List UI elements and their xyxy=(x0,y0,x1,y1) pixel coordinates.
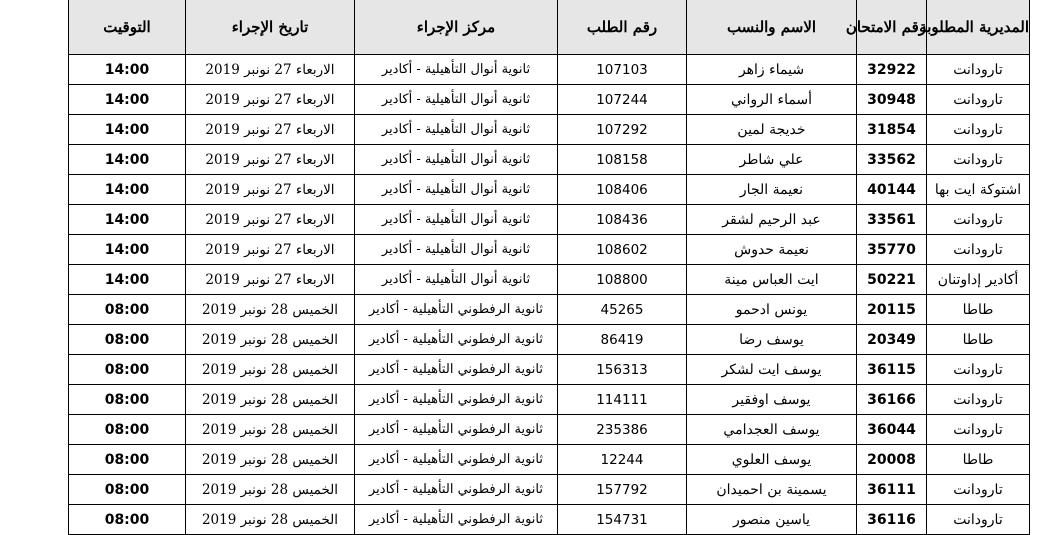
table-row xyxy=(69,415,1030,445)
cell-exam-number: 35770 xyxy=(857,235,927,265)
cell-request-number: 107292 xyxy=(558,115,687,145)
header-exam-number: رقم الامتحان xyxy=(857,0,927,55)
cell-exam-number: 33561 xyxy=(857,205,927,235)
cell-time: 08:00 xyxy=(69,385,186,415)
cell-time: 08:00 xyxy=(69,415,186,445)
header-row xyxy=(69,0,1030,55)
cell-exam-number: 40144 xyxy=(857,175,927,205)
cell-time: 14:00 xyxy=(69,85,186,115)
cell-full-name: يسمينة بن احميدان xyxy=(687,475,857,505)
cell-exam-number: 36116 xyxy=(857,505,927,535)
cell-time: 14:00 xyxy=(69,175,186,205)
cell-directorate: طاطا xyxy=(927,295,1030,325)
cell-full-name: عبد الرحيم لشقر xyxy=(687,205,857,235)
cell-date: الخميس 28 نونبر 2019 xyxy=(186,445,355,475)
cell-center: ثانوية أنوال التأهيلية - أكادير xyxy=(355,265,558,295)
cell-center: ثانوية الرفطوني التأهيلية - أكادير xyxy=(355,325,558,355)
cell-date: الاربعاء 27 نونبر 2019 xyxy=(186,85,355,115)
table-row xyxy=(69,295,1030,325)
cell-full-name: ياسين منصور xyxy=(687,505,857,535)
cell-date: الاربعاء 27 نونبر 2019 xyxy=(186,235,355,265)
cell-full-name: أسماء الرواني xyxy=(687,85,857,115)
table-row xyxy=(69,265,1030,295)
schedule-table xyxy=(68,0,1030,535)
cell-date: الاربعاء 27 نونبر 2019 xyxy=(186,55,355,85)
cell-full-name: يوسف العلوي xyxy=(687,445,857,475)
cell-time: 14:00 xyxy=(69,115,186,145)
cell-directorate: تارودانت xyxy=(927,85,1030,115)
cell-exam-number: 36115 xyxy=(857,355,927,385)
cell-full-name: نعيمة الجار xyxy=(687,175,857,205)
cell-center: ثانوية الرفطوني التأهيلية - أكادير xyxy=(355,475,558,505)
table-row xyxy=(69,205,1030,235)
cell-directorate: تارودانت xyxy=(927,145,1030,175)
table-row xyxy=(69,55,1030,85)
table-row xyxy=(69,385,1030,415)
table-row xyxy=(69,475,1030,505)
cell-time: 14:00 xyxy=(69,145,186,175)
cell-center: ثانوية الرفطوني التأهيلية - أكادير xyxy=(355,505,558,535)
cell-directorate: تارودانت xyxy=(927,55,1030,85)
header-time: التوقيت xyxy=(69,0,186,55)
cell-center: ثانوية الرفطوني التأهيلية - أكادير xyxy=(355,385,558,415)
cell-exam-number: 20008 xyxy=(857,445,927,475)
cell-directorate: تارودانت xyxy=(927,505,1030,535)
table-row xyxy=(69,145,1030,175)
schedule-rows xyxy=(69,55,1030,535)
table-row xyxy=(69,85,1030,115)
cell-date: الخميس 28 نونبر 2019 xyxy=(186,295,355,325)
cell-full-name: شيماء زاهر xyxy=(687,55,857,85)
cell-request-number: 235386 xyxy=(558,415,687,445)
cell-time: 08:00 xyxy=(69,475,186,505)
cell-request-number: 114111 xyxy=(558,385,687,415)
cell-full-name: يوسف اوفقير xyxy=(687,385,857,415)
cell-date: الخميس 28 نونبر 2019 xyxy=(186,415,355,445)
cell-time: 08:00 xyxy=(69,295,186,325)
cell-exam-number: 50221 xyxy=(857,265,927,295)
cell-time: 14:00 xyxy=(69,205,186,235)
cell-request-number: 12244 xyxy=(558,445,687,475)
cell-request-number: 45265 xyxy=(558,295,687,325)
cell-directorate: أكادير إداوتنان xyxy=(927,265,1030,295)
cell-center: ثانوية أنوال التأهيلية - أكادير xyxy=(355,115,558,145)
cell-date: الخميس 28 نونبر 2019 xyxy=(186,385,355,415)
cell-center: ثانوية أنوال التأهيلية - أكادير xyxy=(355,235,558,265)
table-row xyxy=(69,115,1030,145)
cell-exam-number: 36044 xyxy=(857,415,927,445)
cell-directorate: طاطا xyxy=(927,325,1030,355)
header-directorate: المديرية المطلوبة xyxy=(927,0,1030,55)
cell-date: الخميس 28 نونبر 2019 xyxy=(186,475,355,505)
cell-directorate: طاطا xyxy=(927,445,1030,475)
cell-full-name: نعيمة حدوش xyxy=(687,235,857,265)
cell-full-name: علي شاطر xyxy=(687,145,857,175)
table-row xyxy=(69,235,1030,265)
cell-center: ثانوية أنوال التأهيلية - أكادير xyxy=(355,205,558,235)
cell-date: الاربعاء 27 نونبر 2019 xyxy=(186,145,355,175)
cell-request-number: 107244 xyxy=(558,85,687,115)
cell-exam-number: 32922 xyxy=(857,55,927,85)
cell-time: 08:00 xyxy=(69,355,186,385)
header-full-name: الاسم والنسب xyxy=(687,0,857,55)
cell-time: 14:00 xyxy=(69,265,186,295)
cell-date: الخميس 28 نونبر 2019 xyxy=(186,505,355,535)
cell-center: ثانوية أنوال التأهيلية - أكادير xyxy=(355,85,558,115)
cell-center: ثانوية أنوال التأهيلية - أكادير xyxy=(355,145,558,175)
cell-exam-number: 31854 xyxy=(857,115,927,145)
cell-full-name: ايت العباس مينة xyxy=(687,265,857,295)
cell-exam-number: 20349 xyxy=(857,325,927,355)
table-row xyxy=(69,445,1030,475)
cell-time: 08:00 xyxy=(69,325,186,355)
cell-request-number: 108800 xyxy=(558,265,687,295)
cell-directorate: تارودانت xyxy=(927,115,1030,145)
cell-directorate: تارودانت xyxy=(927,355,1030,385)
cell-directorate: تارودانت xyxy=(927,205,1030,235)
table-row xyxy=(69,325,1030,355)
header-date: تاريخ الإجراء xyxy=(186,0,355,55)
cell-directorate: تارودانت xyxy=(927,385,1030,415)
cell-directorate: تارودانت xyxy=(927,475,1030,505)
cell-date: الخميس 28 نونبر 2019 xyxy=(186,325,355,355)
cell-request-number: 108406 xyxy=(558,175,687,205)
cell-center: ثانوية الرفطوني التأهيلية - أكادير xyxy=(355,415,558,445)
exam-schedule-sheet xyxy=(68,0,1029,535)
cell-request-number: 154731 xyxy=(558,505,687,535)
cell-request-number: 108158 xyxy=(558,145,687,175)
cell-directorate: تارودانت xyxy=(927,415,1030,445)
cell-date: الاربعاء 27 نونبر 2019 xyxy=(186,115,355,145)
cell-request-number: 86419 xyxy=(558,325,687,355)
cell-exam-number: 30948 xyxy=(857,85,927,115)
cell-full-name: يوسف العجدامي xyxy=(687,415,857,445)
cell-time: 14:00 xyxy=(69,55,186,85)
cell-center: ثانوية الرفطوني التأهيلية - أكادير xyxy=(355,295,558,325)
cell-request-number: 108436 xyxy=(558,205,687,235)
cell-date: الاربعاء 27 نونبر 2019 xyxy=(186,175,355,205)
cell-directorate: تارودانت xyxy=(927,235,1030,265)
table-row xyxy=(69,355,1030,385)
cell-center: ثانوية أنوال التأهيلية - أكادير xyxy=(355,175,558,205)
cell-full-name: خديجة لمين xyxy=(687,115,857,145)
cell-exam-number: 36111 xyxy=(857,475,927,505)
cell-center: ثانوية الرفطوني التأهيلية - أكادير xyxy=(355,355,558,385)
cell-exam-number: 20115 xyxy=(857,295,927,325)
cell-directorate: اشتوكة ايت بها xyxy=(927,175,1030,205)
header-request-number: رقم الطلب xyxy=(558,0,687,55)
cell-time: 08:00 xyxy=(69,445,186,475)
cell-request-number: 156313 xyxy=(558,355,687,385)
header-center: مركز الإجراء xyxy=(355,0,558,55)
cell-exam-number: 36166 xyxy=(857,385,927,415)
cell-request-number: 108602 xyxy=(558,235,687,265)
cell-full-name: يونس ادحمو xyxy=(687,295,857,325)
cell-center: ثانوية أنوال التأهيلية - أكادير xyxy=(355,55,558,85)
cell-request-number: 107103 xyxy=(558,55,687,85)
cell-date: الخميس 28 نونبر 2019 xyxy=(186,355,355,385)
cell-center: ثانوية الرفطوني التأهيلية - أكادير xyxy=(355,445,558,475)
cell-full-name: يوسف رضا xyxy=(687,325,857,355)
cell-date: الاربعاء 27 نونبر 2019 xyxy=(186,265,355,295)
cell-full-name: يوسف ايت لشكر xyxy=(687,355,857,385)
table-row xyxy=(69,175,1030,205)
cell-exam-number: 33562 xyxy=(857,145,927,175)
cell-time: 08:00 xyxy=(69,505,186,535)
cell-request-number: 157792 xyxy=(558,475,687,505)
cell-date: الاربعاء 27 نونبر 2019 xyxy=(186,205,355,235)
table-row xyxy=(69,505,1030,535)
cell-time: 14:00 xyxy=(69,235,186,265)
